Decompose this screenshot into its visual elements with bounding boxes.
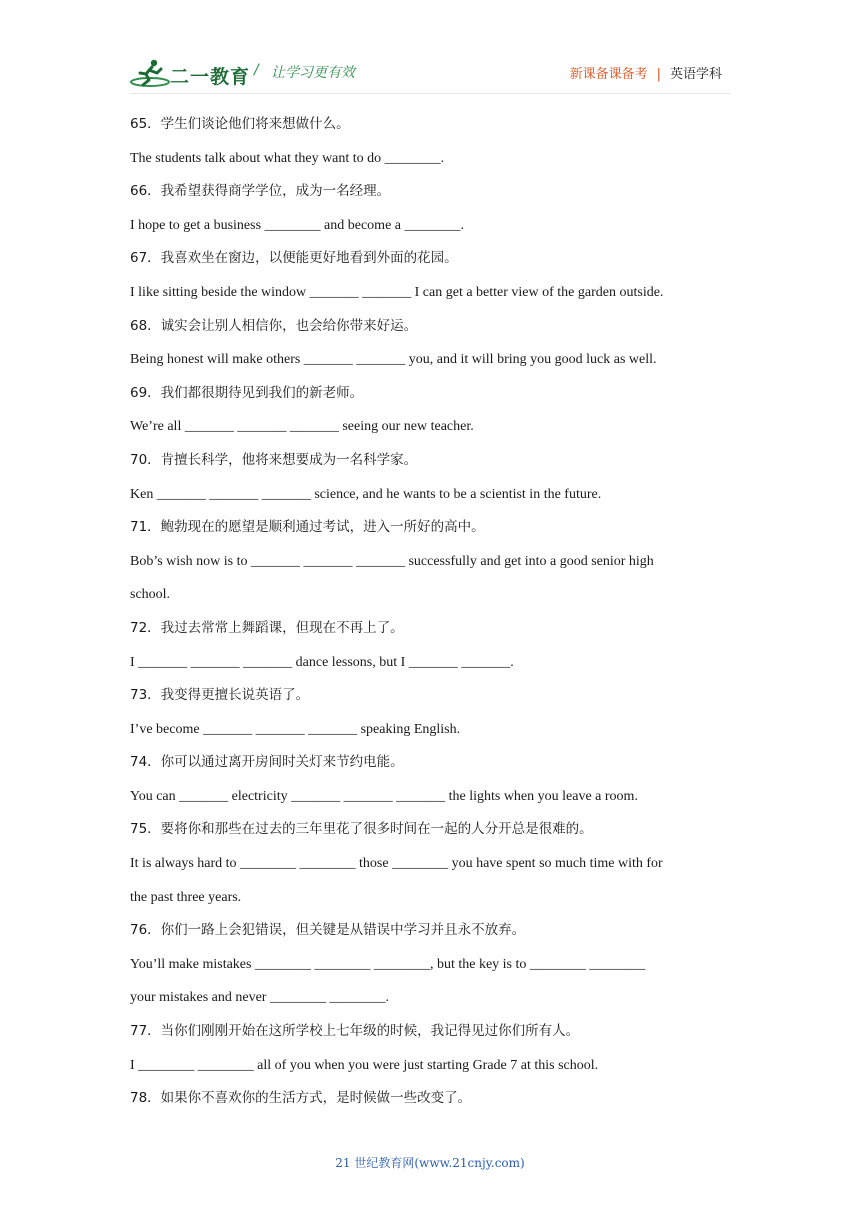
- question-prompt: 75．要将你和那些在过去的三年里花了很多时间在一起的人分开总是很难的。: [130, 821, 593, 838]
- answer-sentence: your mistakes and never ________ ________.: [130, 990, 389, 1006]
- question-prompt: 72．我过去常常上舞蹈课，但现在不再上了。: [130, 619, 404, 636]
- question-prompt: 74．你可以通过离开房间时关灯来节约电能。: [130, 754, 404, 771]
- answer-sentence: Ken _______ _______ _______ science, and he wants to be a scientist in the future.: [130, 486, 602, 502]
- logo: [130, 58, 250, 88]
- answer-sentence: I _______ _______ _______ dance lessons, but I _______ _______.: [130, 654, 514, 670]
- slogan-separator: /: [254, 62, 259, 78]
- page-footer: 21 世纪教育网(www.21cnjy.com): [335, 1156, 525, 1170]
- question-prompt: 78．如果你不喜欢你的生活方式，是时候做一些改变了。: [130, 1090, 472, 1107]
- header-subject-label: 英语学科: [669, 67, 722, 82]
- answer-sentence: It is always hard to ________ ________ those ________ you have spent so much time with for: [130, 856, 663, 872]
- answer-sentence: the past three years.: [130, 889, 242, 905]
- answer-sentence: The students talk about what they want to do ________.: [130, 150, 445, 166]
- answer-sentence: I hope to get a business ________ and become a ________.: [130, 217, 464, 233]
- question-prompt: 70．肯擅长科学，他将来想要成为一名科学家。: [130, 451, 418, 468]
- question-prompt: 67．我喜欢坐在窗边，以便能更好地看到外面的花园。: [130, 250, 458, 267]
- question-prompt: 69．我们都很期待见到我们的新老师。: [130, 384, 364, 401]
- header-course-label: 新课备课备考: [569, 67, 648, 82]
- header-subject: [570, 63, 722, 82]
- answer-sentence: You can _______ electricity _______ _______ _______ the lights when you leave a room.: [130, 788, 638, 804]
- page-header: [130, 52, 730, 92]
- question-prompt: 71．鲍勃现在的愿望是顺利通过考试，进入一所好的高中。: [130, 519, 485, 536]
- answer-sentence: school.: [130, 587, 171, 603]
- answer-sentence: You’ll make mistakes ________ ________ ________, but the key is to ________ ________: [130, 956, 646, 972]
- answer-sentence: I like sitting beside the window _______ _______ I can get a better view of the garden outside.: [130, 284, 664, 300]
- answer-sentence: We’re all _______ _______ _______ seeing our new teacher.: [130, 419, 474, 435]
- question-prompt: 76．你们一路上会犯错误，但关键是从错误中学习并且永不放弃。: [130, 922, 526, 939]
- slogan: 让学习更有效: [271, 65, 355, 81]
- answer-sentence: Bob’s wish now is to _______ _______ _______ successfully and get into a good senior high: [130, 553, 654, 569]
- question-prompt: 66．我希望获得商学学位，成为一名经理。: [130, 183, 391, 200]
- question-prompt: 73．我变得更擅长说英语了。: [130, 687, 310, 704]
- question-prompt: 68．诚实会让别人相信你，也会给你带来好运。: [130, 317, 418, 334]
- answer-sentence: I’ve become _______ _______ _______ speaking English.: [130, 721, 461, 737]
- header-rule: [130, 93, 730, 94]
- answer-sentence: Being honest will make others _______ _______ you, and it will bring you good luck as well.: [130, 352, 657, 368]
- runner-logo-icon: [130, 58, 170, 88]
- logo-text: 二一教育: [170, 66, 251, 88]
- header-divider: |: [656, 67, 661, 82]
- answer-sentence: I ________ ________ all of you when you were just starting Grade 7 at this school.: [130, 1057, 599, 1073]
- question-prompt: 65．学生们谈论他们将来想做什么。: [130, 116, 350, 132]
- question-list: [130, 108, 730, 1116]
- question-prompt: 77．当你们刚刚开始在这所学校上七年级的时候，我记得见过你们所有人。: [130, 1023, 580, 1040]
